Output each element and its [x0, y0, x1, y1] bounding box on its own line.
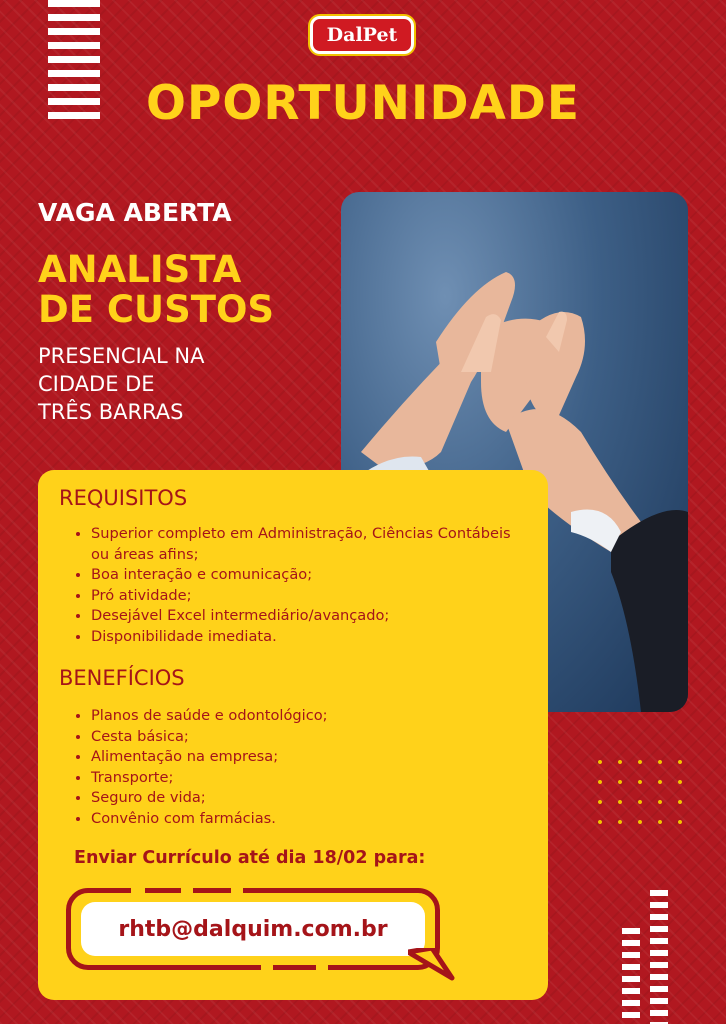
info-card	[38, 470, 548, 1000]
location-line-2: CIDADE DE	[38, 372, 155, 396]
list-item: • Planos de saúde e odontológico;	[91, 706, 531, 727]
job-title-line-2: DE CUSTOS	[38, 288, 275, 331]
vaga-aberta-label: VAGA ABERTA	[38, 198, 232, 227]
location-line-3: TRÊS BARRAS	[38, 400, 184, 424]
location-line-1: PRESENCIAL NA	[38, 344, 205, 368]
list-item: • Superior completo em Administração, Ciências Contábeis ou áreas afins;	[91, 524, 531, 565]
decorative-dots	[590, 752, 690, 832]
page-title: OPORTUNIDADE	[146, 76, 580, 131]
job-title	[38, 250, 274, 330]
job-location	[38, 342, 205, 426]
list-item: • Alimentação na empresa;	[91, 747, 531, 768]
list-item: • Cesta básica;	[91, 727, 531, 748]
send-resume-text: Enviar Currículo até dia 18/02 para:	[74, 848, 426, 868]
bubble-tail-icon	[408, 948, 458, 982]
dalpet-logo: DalPet	[310, 16, 414, 54]
list-item: • Seguro de vida;	[91, 788, 531, 809]
job-title-line-1: ANALISTA	[38, 248, 242, 291]
list-item: • Transporte;	[91, 768, 531, 789]
decorative-stripes-bottom	[622, 890, 670, 1024]
beneficios-heading: BENEFÍCIOS	[59, 666, 185, 690]
bubble-gap	[131, 887, 145, 894]
list-item: • Pró atividade;	[91, 586, 531, 607]
requisitos-heading: REQUISITOS	[59, 486, 188, 510]
list-item: • Boa interação e comunicação;	[91, 565, 531, 586]
requisitos-list	[59, 524, 531, 647]
bubble-gap	[231, 887, 243, 894]
list-item: • Desejável Excel intermediário/avançado;	[91, 606, 531, 627]
bubble-gap	[316, 964, 328, 971]
email-address[interactable]: rhtb@dalquim.com.br	[81, 902, 425, 956]
list-item: • Disponibilidade imediata.	[91, 627, 531, 648]
beneficios-list	[59, 706, 531, 829]
email-speech-bubble	[66, 888, 440, 970]
list-item: • Convênio com farmácias.	[91, 809, 531, 830]
bubble-gap	[181, 887, 193, 894]
bubble-gap	[261, 964, 273, 971]
